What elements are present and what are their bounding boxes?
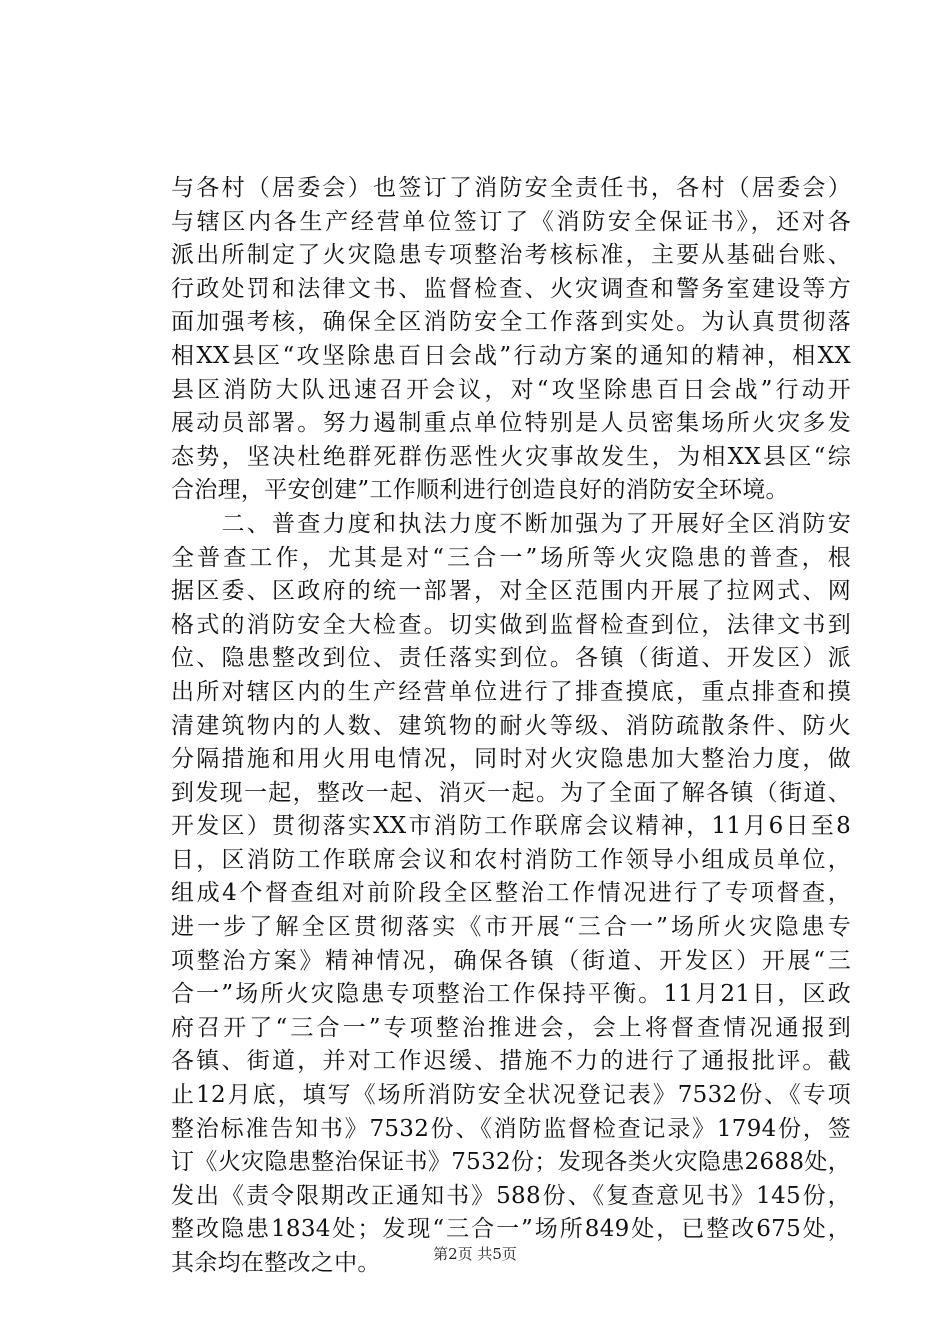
text-line: 面加强考核，确保全区消防安全工作落到实处。为认真贯彻落 (171, 309, 851, 336)
text-line: 合一”场所火灾隐患专项整治工作保持平衡。11月21日，区政 (171, 981, 851, 1008)
text-line: 日，区消防工作联席会议和农村消防工作领导小组成员单位， (171, 846, 851, 873)
text-line: 止12月底，填写《场所消防安全状况登记表》7532份、《专项 (171, 1082, 851, 1109)
text-line: 相XX县区“攻坚除患百日会战”行动方案的通知的精神，相XX (171, 342, 851, 369)
text-line: 其余均在整改之中。 (171, 1250, 381, 1276)
text-line: 分隔措施和用火用电情况，同时对火灾隐患加大整治力度，做 (171, 746, 851, 773)
text-line: 格式的消防安全大检查。切实做到监督检查到位，法律文书到 (171, 611, 851, 638)
text-line: 与各村（居委会）也签订了消防安全责任书，各村（居委会） (171, 175, 851, 201)
text-line: 展动员部署。努力遏制重点单位特别是人员密集场所火灾多发 (171, 410, 851, 437)
text-line: 发出《责令限期改正通知书》588份、《复查意见书》145份， (171, 1182, 851, 1209)
page-footer: 第2页 共5页 (433, 1245, 517, 1263)
text-line: 清建筑物内的人数、建筑物的耐火等级、消防疏散条件、防火 (171, 712, 851, 739)
text-line: 订《火灾隐患整治保证书》7532份；发现各类火灾隐患2688处， (171, 1149, 851, 1176)
text-line: 府召开了“三合一”专项整治推进会，会上将督查情况通报到 (171, 1014, 851, 1041)
text-line: 进一步了解全区贯彻落实《市开展“三合一”场所火灾隐患专 (171, 914, 851, 941)
text-line: 合治理，平安创建”工作顺利进行创造良好的消防安全环境。 (171, 477, 789, 504)
text-line: 各镇、街道，并对工作迟缓、措施不力的进行了通报批评。截 (171, 1048, 851, 1075)
text-line: 派出所制定了火灾隐患专项整治考核标准，主要从基础台账、 (171, 242, 851, 269)
text-line: 出所对辖区内的生产经营单位进行了排查摸底，重点排查和摸 (171, 678, 851, 705)
text-line: 全普查工作，尤其是对“三合一”场所等火灾隐患的普查，根 (171, 544, 851, 571)
text-line: 据区委、区政府的统一部署，对全区范围内开展了拉网式、网 (171, 578, 851, 605)
text-line: 整治标准告知书》7532份、《消防监督检查记录》1794份，签 (171, 1115, 851, 1142)
text-line: 位、隐患整改到位、责任落实到位。各镇（街道、开发区）派 (171, 645, 851, 672)
text-line: 行政处罚和法律文书、监督检查、火灾调查和警务室建设等方 (171, 275, 851, 302)
text-line: 县区消防大队迅速召开会议，对“攻坚除患百日会战”行动开 (171, 376, 851, 403)
text-line: 项整治方案》精神情况，确保各镇（街道、开发区）开展“三 (171, 947, 851, 974)
text-line: 组成4个督查组对前阶段全区整治工作情况进行了专项督查， (171, 880, 851, 907)
text-line: 到发现一起，整改一起、消灭一起。为了全面了解各镇（街道、 (171, 779, 851, 806)
text-line: 整改隐患1834处；发现“三合一”场所849处，已整改675处， (171, 1216, 851, 1243)
body-text (171, 172, 851, 1281)
text-line: 与辖区内各生产经营单位签订了《消防安全保证书》，还对各 (171, 208, 851, 235)
text-line: 二、普查力度和执法力度不断加强为了开展好全区消防安 (171, 510, 851, 537)
text-line: 开发区）贯彻落实XX市消防工作联席会议精神，11月6日至8 (171, 813, 851, 840)
text-line: 态势，坚决杜绝群死群伤恶性火灾事故发生，为相XX县区“综 (171, 443, 851, 470)
